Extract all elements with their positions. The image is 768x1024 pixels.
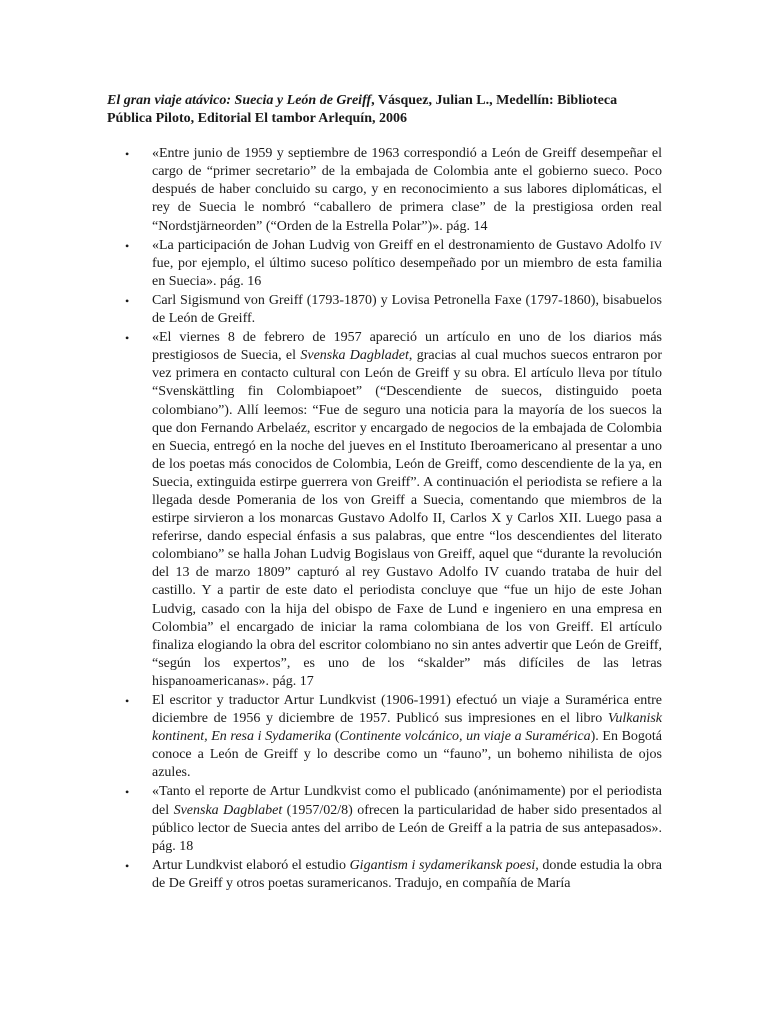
- bibliographic-heading: [107, 92, 662, 128]
- list-item: [107, 783, 662, 855]
- bullet-icon: •: [125, 238, 130, 253]
- list-item: [107, 292, 662, 328]
- list-item: [107, 145, 662, 235]
- list-item-text: Artur Lundkvist elaboró el estudio: [152, 857, 350, 873]
- list-item-text: El escritor y traductor Artur Lundkvist (1906-1991) efectuó un viaje a Suramérica entre diciembre de 1956 y diciembre de 1957. Publicó sus impresiones en el libro: [152, 693, 662, 727]
- newspaper-title: Svenska Dagbladet: [300, 348, 409, 364]
- bullet-icon: •: [125, 331, 130, 346]
- book-citation: , Vásquez, Julian L., Medellín: Biblioteca Pública Piloto, Editorial El tambor Arlequín, 2006: [107, 93, 618, 127]
- list-item-text: , gracias al cual muchos suecos entraron por vez primera en contacto cultural con León de Greiff y su obra. El artículo lleva por título “Svenskättling fin Colombiapoet” (“Descendiente de suecos, distinguido poeta colombiano”). Allí leemos: “Fue de seguro una noticia para la mayoría de los suecos la que don Fernando Arbelaéz, escritor y encargado de negocios de la embajada de Colombia en Suecia, entregó en la noche del jueves en el Instituto Iberoamericano al presentar a uno de los poetas más conocidos de Colombia, León de Greiff, como descendiente de la ya, en Suecia, extinguida estirpe guerrera von Greiff”. A continuación el periodista se refiere a la llegada desde Pomerania de los von Greiff a Suecia, comentando que miembros de la estirpe sirvieron a los monarcas Gustavo Adolfo II, Carlos X y Carlos XII. Luego pasa a referirse, dando especial énfasis a sus palabras, que entre “los descendientes del literato colombiano” se halla Johan Ludvig Bogislaus von Greiff, aquel que “durante la revolución del 13 de marzo 1809” capturó al rey Gustavo Adolfo IV cuando trataba de huir del castillo. Y a partir de este dato el periodista concluye que “fue un hijo de este Johan Ludvig, casado con la hija del obispo de Faxe de Lund e ingeniero en una empresa en Colombia” el encargado de iniciar la rama colombiana de los von Greiff. El artículo finaliza elogiando la obra del escritor colombiano no sin antes advertir que León de Greiff, “según los expertos”, es uno de los “skalder” más difíciles de las letras hispanoamericanas». pág. 17: [152, 348, 662, 689]
- list-item: [107, 329, 662, 691]
- list-item-text: (: [331, 729, 340, 745]
- list-item-text: Carl Sigismund von Greiff (1793-1870) y Lovisa Petronella Faxe (1797-1860), bisabuelos de León de Greiff.: [152, 292, 662, 327]
- list-item: [107, 857, 662, 893]
- bullet-icon: •: [125, 858, 130, 873]
- list-item-text: , donde estudia la obra de De Greiff y otros poetas suramericanos. Tradujo, en compañía de María: [152, 857, 662, 891]
- notes-list: [107, 145, 662, 893]
- list-item: [107, 692, 662, 782]
- list-item-text: «La participación de Johan Ludvig von Greiff en el destronamiento de Gustavo Adolfo: [152, 237, 650, 253]
- bullet-icon: •: [125, 785, 130, 800]
- study-title: Gigantism i sydamerikansk poesi: [349, 857, 536, 873]
- newspaper-title: Svenska Dagblabet: [173, 802, 283, 818]
- bullet-icon: •: [125, 293, 130, 308]
- roman-numeral: IV: [649, 239, 662, 252]
- bullet-icon: •: [125, 147, 130, 162]
- book-title-spanish: Continente volcánico, un viaje a Suramérica: [339, 729, 591, 745]
- bullet-icon: •: [125, 694, 130, 708]
- list-item-text: (1957/02/8) ofrecen la particularidad de haber sido presentados al público lector de Suecia antes del arribo de León de Greiff a la patria de sus antepasados». pág. 18: [152, 802, 663, 854]
- list-item-text: «Entre junio de 1959 y septiembre de 1963 correspondió a León de Greiff desempeñar el cargo de “primer secretario” de la embajada de Colombia ante el gobierno sueco. Poco después de haber concluido su cargo, y en reconocimiento a sus labores diplomáticas, el rey de Suecia le nombró “caballero de primera clase” de la prestigiosa orden real “Nordstjärneorden” (“Orden de la Estrella Polar”)». pág. 14: [152, 146, 662, 234]
- list-item-text: fue, por ejemplo, el último suceso político desempeñado por un miembro de esta familia en Suecia». pág. 16: [152, 255, 662, 289]
- book-title: El gran viaje atávico: Suecia y León de Greiff: [107, 93, 372, 108]
- book-title-swedish: Vulkanisk kontinent, En resa i Sydamerika: [152, 711, 662, 745]
- list-item-text: «El viernes 8 de febrero de 1957 apareció un artículo en uno de los diarios más prestigiosos de Suecia, el: [152, 330, 662, 364]
- list-item-text: «Tanto el reporte de Artur Lundkvist como el publicado (anónimamente) por el periodista del: [152, 784, 662, 818]
- list-item: [107, 237, 662, 291]
- list-item-text: ). En Bogotá conoce a León de Greiff y lo describe como un “fauno”, un bohemo nihilista de ojos azules.: [152, 729, 663, 781]
